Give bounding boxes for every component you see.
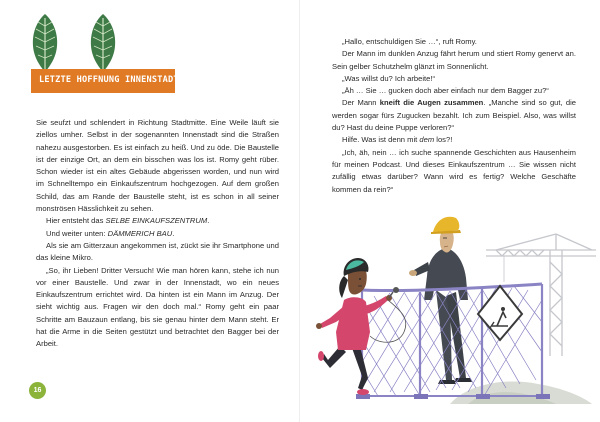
page-number: 16 (29, 382, 46, 399)
paragraph: Sie seufzt und schlendert in Richtung Stadtmitte. Eine Weile läuft sie ziellos umher. Selbst in der sogenannten Innenstadt sind die Straßen nahezu ausgestorben. Es ist einfach zu heiß. Und zu öde. Die Baustelle ist der einzige Ort, an dem ein bisschen was los ist. Romy geht rüber. Schon wieder ist ein altes Gebäude abgerissen worden, und nun wird im Schnelltempo ein Einkaufszentrum hochgezogen. Auf dem großen Schild, das am Rande der Baustelle steht, ist es schon in all seiner monströsen Hässlichkeit zu sehen. (36, 118, 279, 214)
paragraph: „So, ihr Lieben! Dritter Versuch! Wie man hören kann, stehe ich nun vor einer Baustelle. Und zwar in der Innenstadt, wo ein neues Einkaufszentrum errichtet wird. Da hinten ist ein Mann im Anzug. Der sieht wichtig aus. Fragen wir den doch mal.“ Romy geht ein paar Schritte am Bauzaun entlang, bis sie genau hinter dem Mann steht. Er hat die Arme in die Seiten gestützt und betrachtet den Bagger bei der Arbeit. (36, 265, 279, 349)
paragraph: Der Mann im dunklen Anzug fährt herum und stiert Romy genervt an. Sein gelber Schutzhelm glänzt im Sonnenlicht. (332, 49, 576, 71)
paragraph: „Hallo, entschuldigen Sie …“, ruft Romy. (342, 37, 477, 46)
construction-sign-icon (478, 286, 522, 340)
paragraph: Hier entsteht das SELBE EINKAUFSZENTRUM. (46, 216, 210, 226)
left-text-column (36, 117, 279, 351)
paragraph: „Was willst du? Ich arbeite!“ (342, 73, 435, 83)
paragraph: Als sie am Gitterzaun angekommen ist, zückt sie ihr Smartphone und das kleine Mikro. (36, 240, 279, 263)
chapter-banner (31, 69, 179, 93)
construction-site-illustration (300, 0, 600, 422)
paragraph: Und weiter unten: DÄMMERICH BAU. (46, 228, 175, 238)
girl-romy (316, 258, 392, 395)
right-page (300, 0, 600, 422)
leaf-icon (88, 12, 118, 74)
leaf-icon (30, 12, 60, 74)
paragraph: Der Mann kneift die Augen zusammen. „Manche sind so gut, die werden sogar fürs Zugucken bezahlt. Ich zum Beispiel. Also, was willst du? Hast du deine Puppe verloren?“ (332, 98, 576, 133)
paragraph: „Äh … Sie … gucken doch aber einfach nur dem Bagger zu?“ (342, 86, 549, 96)
paragraph: „Ich, äh, nein … ich suche spannende Geschichten aus Hausenheim für meinen Podcast. Und dieses Einkaufszentrum … Sie wissen nicht zufällig etwas darüber? Wann wird es fertig? Welche Geschäfte kommen da rein?“ (332, 147, 576, 194)
chapter-title: LETZTE HOFFNUNG INNENSTADT (39, 75, 179, 85)
paragraph: Hilfe. Was ist denn mit dem los?! (342, 135, 453, 145)
